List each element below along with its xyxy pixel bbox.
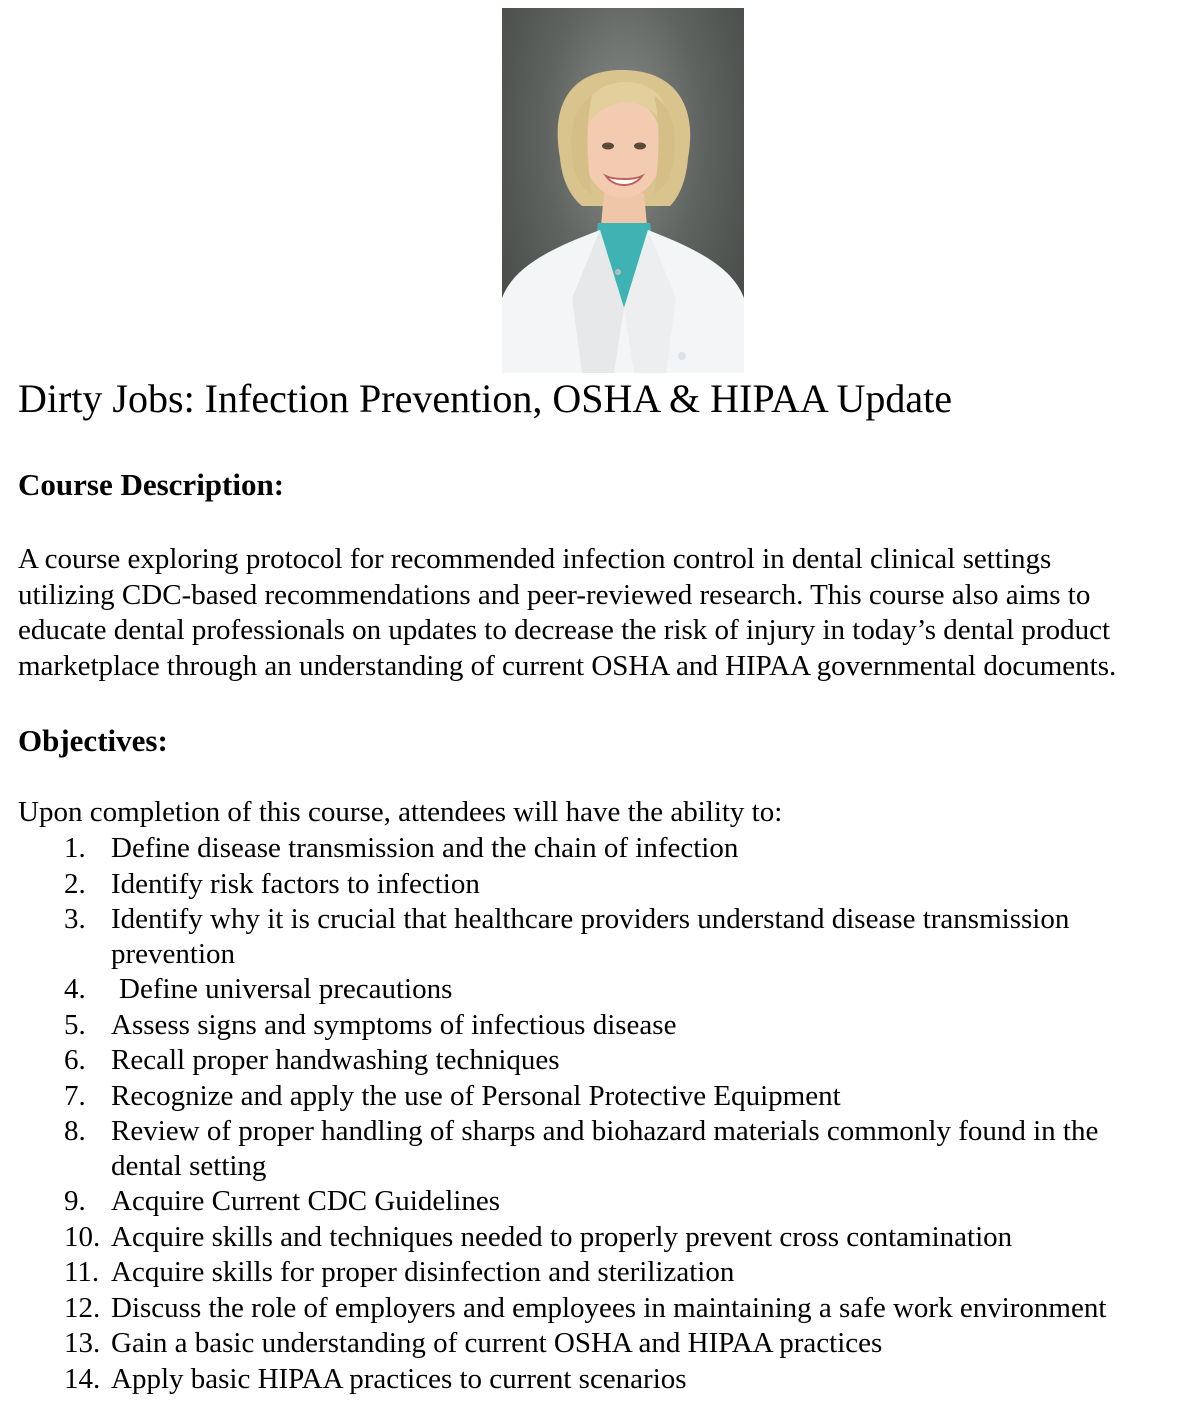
- description-line: utilizing CDC-based recommendations and peer-reviewed research. This course also aims to: [18, 578, 1091, 611]
- objective-text: Acquire Current CDC Guidelines: [111, 1185, 501, 1217]
- objective-item: [0, 831, 1198, 867]
- objective-item: [0, 1079, 1198, 1115]
- description-line: A course exploring protocol for recommended infection control in dental clinical settings: [18, 543, 1052, 575]
- objective-text: Recall proper handwashing techniques: [111, 1044, 560, 1076]
- objective-text: Assess signs and symptoms of infectious disease: [111, 1008, 677, 1041]
- objective-item: [0, 1255, 1198, 1291]
- objective-item: [0, 1008, 1198, 1044]
- objective-item: [0, 972, 1198, 1008]
- objective-number: 5.: [64, 1008, 86, 1041]
- objective-number: 11.: [64, 1256, 100, 1288]
- course-title: Dirty Jobs: Infection Prevention, OSHA & HIPAA Update: [18, 376, 953, 421]
- objective-item: [0, 1114, 1198, 1184]
- objective-number: 7.: [64, 1079, 86, 1112]
- objective-text: Review of proper handling of sharps and biohazard materials commonly found in the: [111, 1115, 1099, 1147]
- objective-item: [0, 1362, 1198, 1398]
- course-description-heading: Course Description:: [18, 467, 285, 502]
- objective-number: 10.: [64, 1220, 101, 1253]
- objective-number: 12.: [64, 1291, 101, 1324]
- objective-number: 4.: [64, 973, 86, 1005]
- objective-item: [0, 1220, 1198, 1256]
- objective-text: Define disease transmission and the chain of infection: [111, 832, 739, 864]
- objective-text: Recognize and apply the use of Personal Protective Equipment: [111, 1079, 841, 1112]
- objective-number: 8.: [64, 1115, 86, 1147]
- objective-item: [0, 1184, 1198, 1220]
- objective-number: 2.: [64, 867, 86, 900]
- objective-number: 9.: [64, 1185, 86, 1217]
- objective-text: Identify risk factors to infection: [111, 867, 480, 900]
- objectives-heading: Objectives:: [18, 723, 168, 758]
- objective-text: Apply basic HIPAA practices to current scenarios: [111, 1362, 687, 1395]
- course-description-text: [18, 542, 1198, 684]
- presenter-photo: [502, 8, 744, 373]
- objective-text: Discuss the role of employers and employees in maintaining a safe work environment: [111, 1291, 1107, 1324]
- description-line: marketplace through an understanding of current OSHA and HIPAA governmental documents.: [18, 649, 1117, 682]
- objective-number: 3.: [64, 903, 86, 935]
- objective-item: [0, 1291, 1198, 1327]
- objectives-intro: Upon completion of this course, attendees will have the ability to:: [18, 796, 783, 828]
- presenter-portrait-illustration: [502, 8, 744, 373]
- objective-item: [0, 1326, 1198, 1362]
- objectives-list: [0, 831, 1198, 1397]
- objective-number: 14.: [64, 1362, 101, 1395]
- objective-text: Acquire skills for proper disinfection and sterilization: [111, 1256, 735, 1288]
- objective-item: [0, 902, 1198, 972]
- description-line: educate dental professionals on updates to decrease the risk of injury in today’s dental product: [18, 614, 1111, 646]
- objective-text-continued: dental setting: [111, 1150, 267, 1182]
- objective-number: 6.: [64, 1044, 86, 1076]
- objective-text: Gain a basic understanding of current OSHA and HIPAA practices: [111, 1327, 883, 1359]
- objective-item: [0, 1043, 1198, 1079]
- objective-text: Acquire skills and techniques needed to properly prevent cross contamination: [111, 1220, 1013, 1253]
- objective-text: Identify why it is crucial that healthcare providers understand disease transmission: [111, 903, 1070, 935]
- objective-item: [0, 867, 1198, 903]
- objective-text: Define universal precautions: [119, 973, 453, 1005]
- objective-number: 1.: [64, 832, 86, 864]
- objective-text-continued: prevention: [111, 938, 236, 970]
- objective-number: 13.: [64, 1327, 101, 1359]
